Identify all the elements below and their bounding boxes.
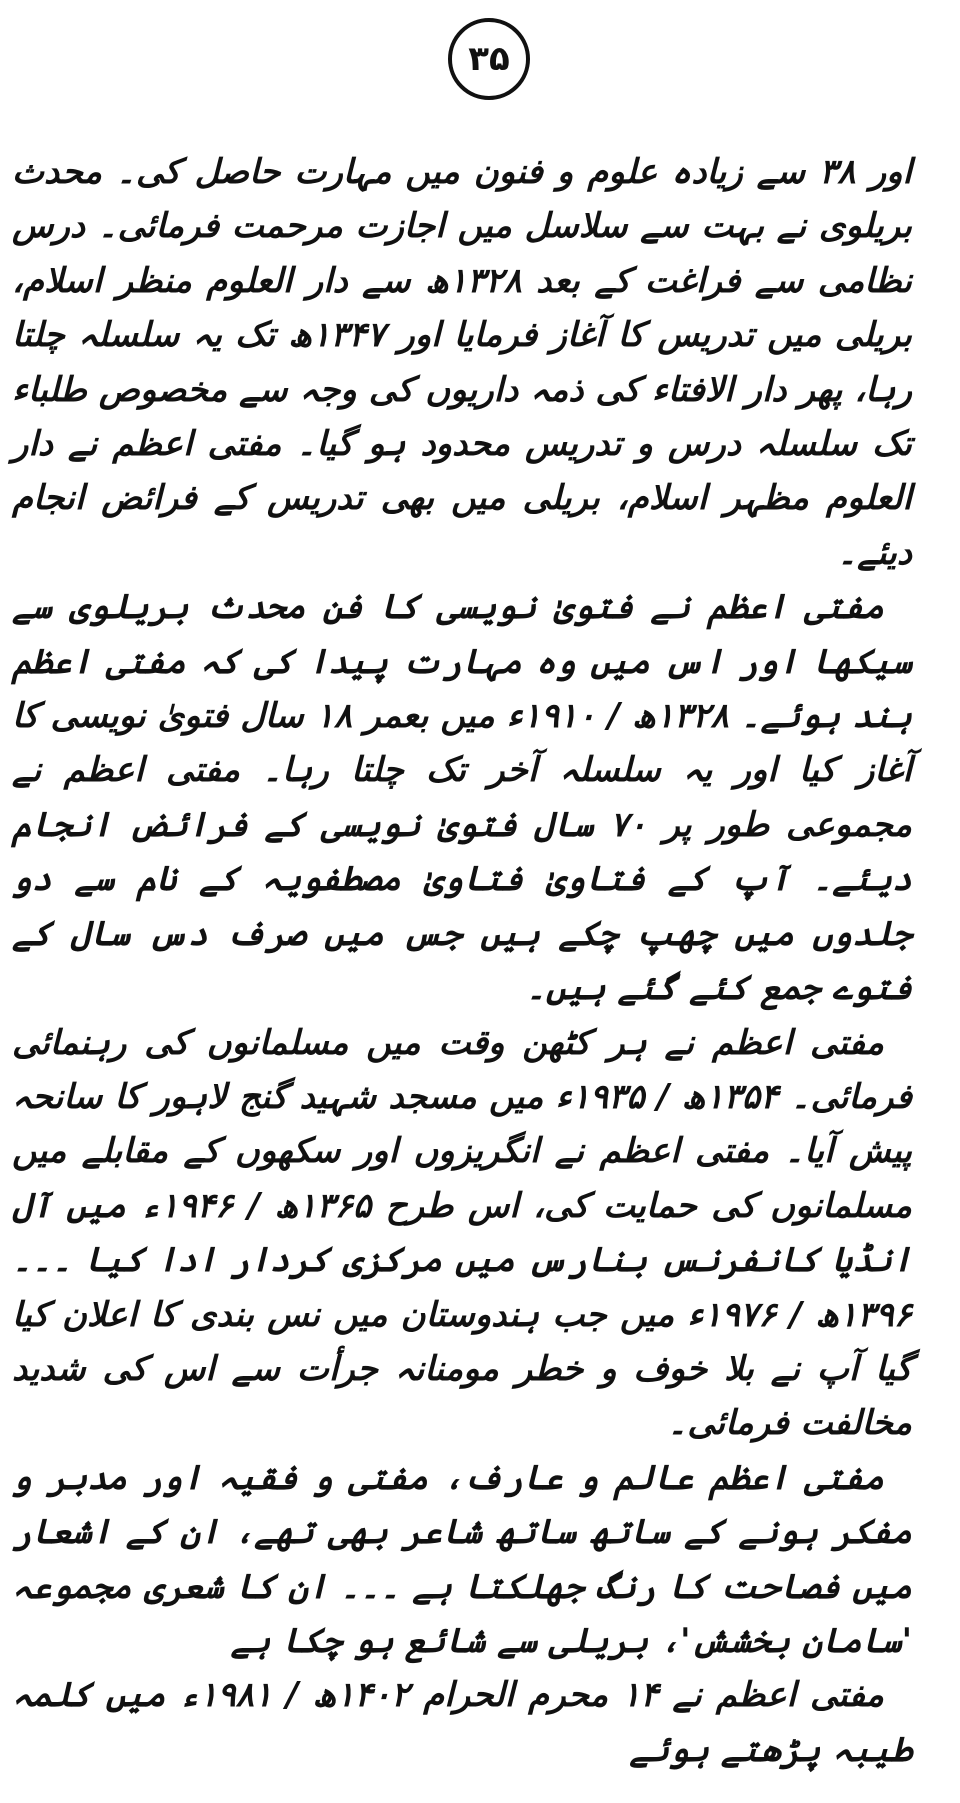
paragraph-1: اور ۳۸ سے زیادہ علوم و فنون میں مہارت حاصل کی۔ محدث بریلوی نے بہت سے سلاسل میں اجازت مرحمت فرمائی۔ درس نظامی سے فراغت کے بعد ۱۳۲۸ھ سے دار العلوم منظر اسلام، بریلی میں تدریس کا آغاز فرمایا اور ۱۳۴۷ھ تک یہ سلسلہ چلتا رہا، پھر دار الافتاء کی ذمہ داریوں کی وجہ سے مخصوص طلباء تک سلسلہ درس و تدریس محدود ہو گیا۔ مفتی اعظم نے دار العلوم مظہر اسلام، بریلی میں بھی تدریس کے فرائض انجام دیئے۔ [12,152,913,573]
body-text [12,145,912,1777]
paragraph-2: مفتی اعظم نے فتویٰ نویسی کا فن محدث بریلوی سے سیکھا اور اس میں وہ مہارت پیدا کی کہ مفتی اعظم ہند ہوئے۔ ۱۳۲۸ھ / ۱۹۱۰ء میں بعمر ۱۸ سال فتویٰ نویسی کا آغاز کیا اور یہ سلسلہ آخر تک چلتا رہا۔ مفتی اعظم نے مجموعی طور پر ۷۰ سال فتویٰ نویسی کے فرائض انجام دیئے۔ آپ کے فتاویٰ فتاویٰ مصطفویہ کے نام سے دو جلدوں میں چھپ چکے ہیں جس میں صرف دس سال کے فتوے جمع کئے گئے ہیں۔ [12,587,912,1009]
paragraph-3: مفتی اعظم نے ہر کٹھن وقت میں مسلمانوں کی رہنمائی فرمائی۔ ۱۳۵۴ھ / ۱۹۳۵ء میں مسجد شہید گنج لاہور کا سانحہ پیش آیا۔ مفتی اعظم نے انگریزوں اور سکھوں کے مقابلے میں مسلمانوں کی حمایت کی، اس طرح ۱۳۶۵ھ / ۱۹۴۶ء میں آل انڈیا کانفرنس بنارس میں مرکزی کردار ادا کیا ۔۔۔ ۱۳۹۶ھ / ۱۹۷۶ء میں جب ہندوستان میں نس بندی کا اعلان کیا گیا آپ نے بلا خوف و خطر مومنانہ جرأت سے اس کی شدید مخالفت فرمائی۔ [12,1022,912,1444]
paragraph-4: مفتی اعظم عالم و عارف، مفتی و فقیہ اور مدبر و مفکر ہونے کے ساتھ ساتھ شاعر بھی تھے، ان کے اشعار میں فصاحت کا رنگ جھلکتا ہے ۔۔۔ ان کا شعری مجموعہ 'سامان بخشش'، بریلی سے شائع ہو چکا ہے [12,1457,912,1661]
page-number: ۳۵ [448,18,530,100]
paragraph-5: مفتی اعظم نے ۱۴ محرم الحرام ۱۴۰۲ھ / ۱۹۸۱ء میں کلمہ طیبہ پڑھتے ہوئے [12,1675,912,1770]
